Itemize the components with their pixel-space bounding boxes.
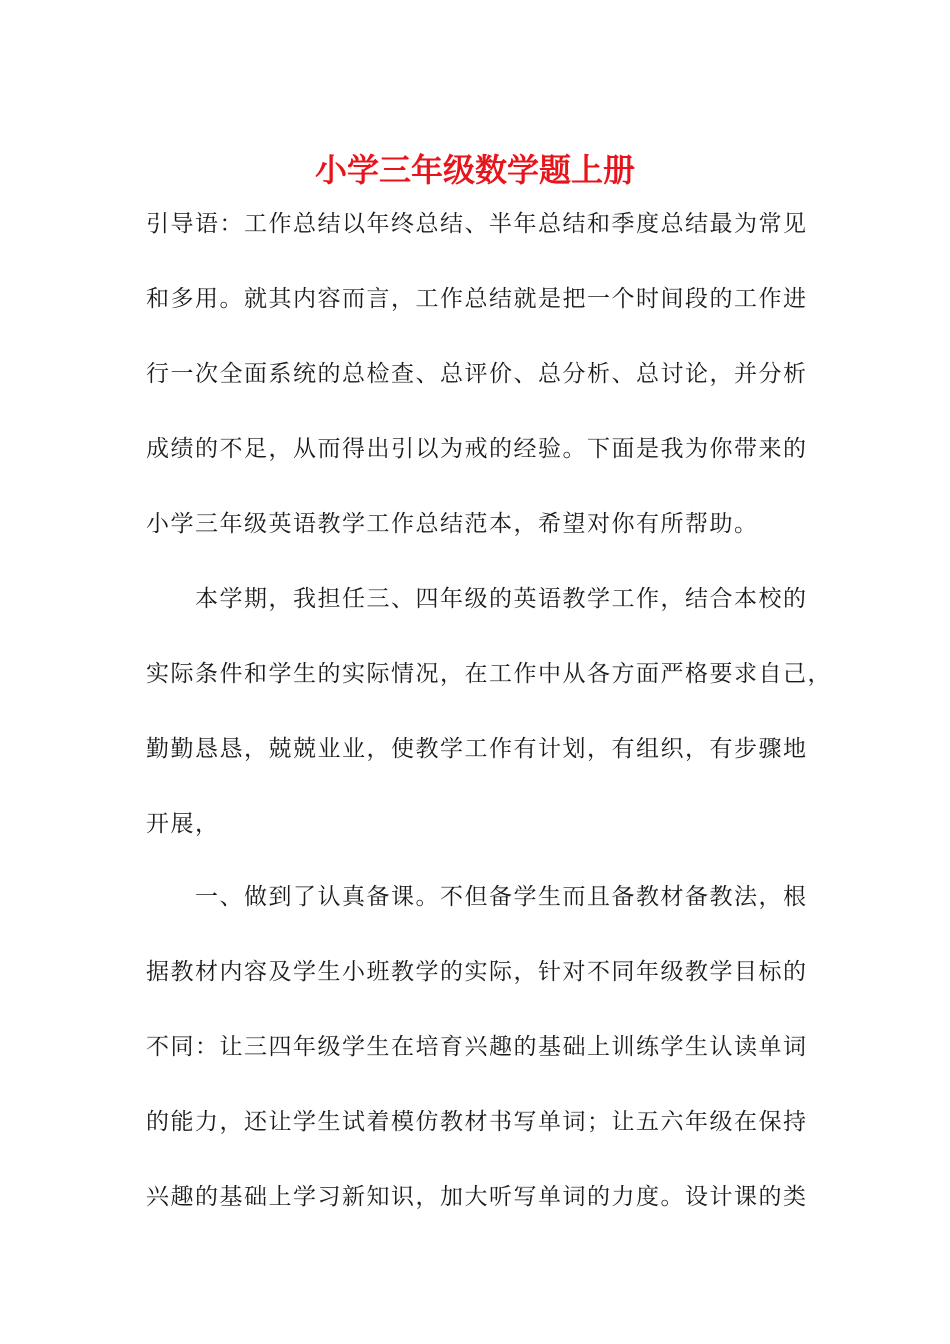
- paragraph-line: 成绩的不足，从而得出引以为戒的经验。下面是我为你带来的: [146, 436, 808, 462]
- paragraph-line: 行一次全面系统的总检查、总评价、总分析、总讨论，并分析: [146, 361, 808, 387]
- paragraph-line: 小学三年级英语教学工作总结范本，希望对你有所帮助。: [146, 511, 759, 537]
- paragraph-line: 和多用。就其内容而言，工作总结就是把一个时间段的工作进: [146, 286, 808, 312]
- paragraph-line: 勤勤恳恳，兢兢业业，使教学工作有计划，有组织，有步骤地: [146, 736, 808, 762]
- paragraph-line: 引导语：工作总结以年终总结、半年总结和季度总结最为常见: [146, 211, 808, 237]
- document-title: 小学三年级数学题上册: [314, 151, 635, 189]
- paragraph-line: 开展，: [146, 811, 220, 837]
- paragraph-line: 不同：让三四年级学生在培育兴趣的基础上训练学生认读单词: [146, 1034, 808, 1060]
- paragraph-line: 兴趣的基础上学习新知识，加大听写单词的力度。设计课的类: [146, 1184, 808, 1210]
- paragraph-line: 的能力，还让学生试着模仿教材书写单词；让五六年级在保持: [146, 1109, 808, 1135]
- paragraph-line: 实际条件和学生的实际情况，在工作中从各方面严格要求自己，: [146, 661, 832, 687]
- paragraph-line: 据教材内容及学生小班教学的实际，针对不同年级教学目标的: [146, 959, 808, 985]
- paragraph-line: 本学期，我担任三、四年级的英语教学工作，结合本校的: [146, 586, 808, 612]
- paragraph-line: 一、做到了认真备课。不但备学生而且备教材备教法，根: [146, 884, 808, 910]
